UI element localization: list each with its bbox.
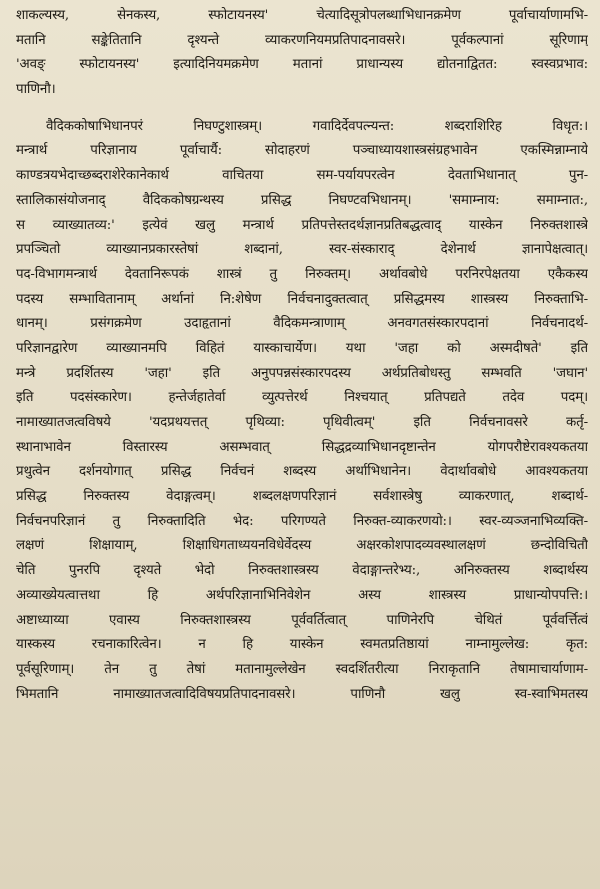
text-line: स व्याख्यातव्य:' इत्येवं खलु मन्त्रार्थ प्रतिपत्तेस्तदर्थज्ञानप्रतिबद्धत्वाद् यास्केन निरुक्तशास्त्रे [16,217,588,233]
paragraph-1 [16,4,588,103]
text-line: काण्डत्रयभेदाच्छब्दराशेरेकानेकार्थ वाचितया सम-पर्यायपरत्वेन देवताभिधानात् पुन- [16,168,588,184]
text-line: वैदिककोषाभिधानपरं निघण्टुशास्त्रम्। गवादिर्देवपत्न्यन्त: शब्दराशिरिह विधृत:। [46,118,588,134]
text-line: मतानि सङ्केतितानि दृश्यन्ते व्याकरणनियमप्रतिपादनावसरे। पूर्वकल्पानां सूरिणाम् [16,32,588,48]
text-line: चेति पुनरपि दृश्यते भेदो निरुक्तशास्त्रस्य वेदाङ्गान्तरेभ्य:, अनिरुक्तस्य शब्दार्थस्य [16,563,588,579]
text-line: भिमतानि नामाख्यातजत्वादिविषयप्रतिपादनावसरे। पाणिनौ खलु स्व-स्वाभिमतस्य [16,686,588,702]
text-line: शाकल्यस्य, सेनकस्य, स्फोटायनस्य' चेत्यादिसूत्रोपलब्धाभिधानक्रमेण पूर्वाचार्याणामभि- [16,8,588,23]
text-line: निर्वचनपरिज्ञानं तु निरुक्तादिति भेद: परिगण्यते निरुक्त-व्याकरणयो:। स्वर-व्यञ्जनाभिव्यक्ति- [16,513,588,529]
text-line: अष्टाध्याय्या एवास्य निरुक्तशास्त्रस्य पूर्ववर्तित्वात् पाणिनेरपि चेथितं पूर्ववर्त्तित्वं [16,612,588,628]
text-line: इति पदसंस्कारेण। हन्तेर्जहातेर्वा व्युत्पत्तेरर्थ निश्चयात् प्रतिपद्यते तदेव पदम्। [16,390,588,406]
text-line: पूर्वसूरिणाम्। तेन तु तेषां मतानामुल्लेखेन स्वदर्शितरीत्या निराकृतानि तेषामाचार्याणाम- [16,661,588,677]
text-line: मन्त्रे प्रदर्शितस्य 'जहा' इति अनुपपन्नसंस्कारपदस्य अर्थप्रतिबोधस्तु सम्भवति 'जघान' [16,365,588,381]
text-line: धानम्। प्रसंगक्रमेण उदाहृतानां वैदिकमन्त्राणाम् अनवगतसंस्कारपदानां निर्वचनादर्थ- [16,316,588,332]
text-line: 'अवङ् स्फोटायनस्य' इत्यादिनियमक्रमेण मतानां प्राधान्यस्य द्योतनाद्वितत: स्वस्वप्रभाव: [16,57,588,73]
text-line: पद-विभागमन्त्रार्थ देवतानिरूपकं शास्त्रं तु निरुक्तम्। अर्थावबोधे परनिरपेक्षतया एकैकस्य [16,266,588,282]
paragraph-2 [16,115,588,708]
text-line: प्रथुत्वेन दर्शनयोगात् प्रसिद्ध निर्वचनं शब्दस्य अर्थाभिधानेन। वेदार्थावबोधे आवश्यकतया [16,464,588,480]
text-line: स्तालिकासंयोजनाद् वैदिककोषग्रन्थस्य प्रसिद्ध निघण्टवभिधानम्। 'समाम्नाय: समाम्नात:, [16,192,588,208]
text-line: यास्कस्य रचनाकारित्वेन। न हि यास्केन स्वमतप्रतिष्ठायां नाम्नामुल्लेख: कृत: [16,637,588,653]
text-line: प्रसिद्ध निरुक्तस्य वेदाङ्गत्वम्। शब्दलक्षणपरिज्ञानं सर्वशास्त्रेषु व्याकरणात्, शब्दार्थ- [16,489,588,505]
text-line: लक्षणं शिक्षायाम्, शिक्षाधिगताध्ययनविधेर्वेदस्य अक्षरकोशपादव्यवस्थालक्षणं छन्दोविचितौ [16,538,588,554]
text-line: परिज्ञानद्वारेण व्याख्यानमपि विहितं यास्काचार्येण। यथा 'जहा को अस्मदीषते' इति [16,340,588,356]
text-line: पाणिनौ। [16,82,56,98]
text-line: अव्याख्येयत्वात्तथा हि अर्थपरिज्ञानाभिनिवेशेन अस्य शास्त्रस्य प्राधान्योपपत्ति:। [16,587,588,603]
text-line: मन्त्रार्थ परिज्ञानाय पूर्वाचार्यै: सोदाहरणं पञ्चाध्यायशास्त्रसंग्रहभावेन एकस्मिन्नाम्नाये [16,143,588,159]
text-line: नामाख्यातजत्वविषये 'यदप्रथयत्तत् पृथिव्या: पृथिवीत्वम्' इति निर्वचनावसरे कर्तृ- [16,415,588,430]
text-line: प्रपञ्चितो व्याख्यानप्रकारस्तेषां शब्दानां, स्वर-संस्काराद् देशेनार्थ ज्ञानापेक्षत्वात्। [16,242,588,258]
text-line: पदस्य सम्भावितानाम् अर्थानां नि:शेषेण निर्वचनादुक्तत्वात् प्रसिद्धमस्य शास्त्रस्य निरुक्ताभि- [16,291,588,307]
text-line: स्थानाभावेन विस्तारस्य असम्भवात् सिद्धद्रव्याभिधानदृष्टान्तेन योगपरौष्टेरावश्यकतया [16,439,588,455]
